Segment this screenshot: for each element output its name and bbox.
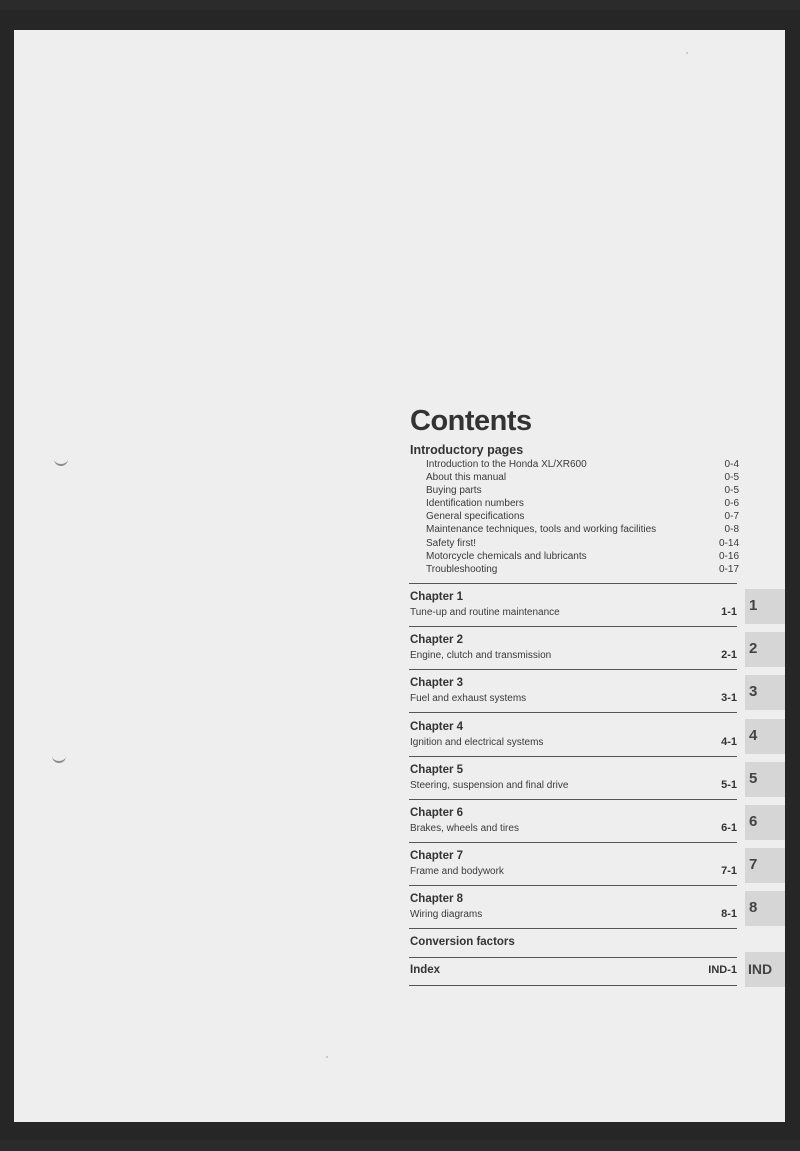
chapter-tab-label: 6 <box>749 813 758 830</box>
chapter-tab-label: 2 <box>749 640 758 657</box>
item-page: 0-8 <box>724 524 739 536</box>
item-label: Motorcycle chemicals and lubricants <box>426 550 587 562</box>
binder-hole-mark <box>52 755 66 763</box>
chapter-desc: Frame and bodywork <box>410 866 504 877</box>
item-page: 0-17 <box>718 563 739 575</box>
chapter-tab-label: 4 <box>749 727 758 744</box>
chapter-title[interactable]: Chapter 4 <box>410 721 464 733</box>
list-item[interactable] <box>426 550 739 563</box>
chapter-page: 2-1 <box>721 649 737 661</box>
item-page: 0-4 <box>724 459 739 470</box>
item-page: 0-5 <box>724 485 739 497</box>
chapter-desc: Ignition and electrical systems <box>410 737 544 748</box>
divider <box>409 985 737 986</box>
list-item[interactable] <box>426 471 739 484</box>
chapter-tab[interactable] <box>745 675 785 710</box>
list-item[interactable] <box>426 510 739 523</box>
list-item[interactable] <box>426 537 739 550</box>
chapter-title[interactable]: Chapter 2 <box>410 634 464 646</box>
chapter-desc: Wiring diagrams <box>410 909 483 920</box>
chapter-tab[interactable] <box>745 891 785 926</box>
chapter-title[interactable]: Chapter 3 <box>410 677 464 689</box>
list-item[interactable] <box>426 523 739 536</box>
list-item[interactable] <box>426 563 739 576</box>
divider <box>409 799 737 800</box>
item-page: 0-6 <box>724 498 739 510</box>
list-item[interactable] <box>426 484 739 497</box>
index-page: IND-1 <box>708 964 737 976</box>
scan-speck <box>686 52 688 54</box>
item-label: Buying parts <box>426 485 482 497</box>
chapter-tab-label: 7 <box>749 856 758 873</box>
item-label: Identification numbers <box>426 498 524 510</box>
chapter-page: 7-1 <box>721 865 737 877</box>
index-tab[interactable] <box>745 952 785 987</box>
chapter-tab[interactable] <box>745 848 785 883</box>
chapter-desc: Engine, clutch and transmission <box>410 650 552 661</box>
chapter-page: 6-1 <box>721 822 737 834</box>
scan-speck <box>326 1056 328 1058</box>
item-label: General specifications <box>426 511 525 523</box>
chapter-title[interactable]: Chapter 7 <box>410 850 464 862</box>
chapter-title[interactable]: Chapter 5 <box>410 764 464 776</box>
document-page <box>14 30 785 1122</box>
item-page: 0-5 <box>724 472 739 484</box>
conversion-factors-title[interactable]: Conversion factors <box>410 936 515 948</box>
chapter-tab[interactable] <box>745 719 785 754</box>
item-label: Troubleshooting <box>426 563 498 575</box>
page-title: Contents <box>410 405 532 437</box>
bottom-bar <box>0 1140 800 1151</box>
index-title[interactable]: Index <box>410 964 441 976</box>
divider <box>409 583 737 584</box>
item-page: 0-16 <box>718 550 739 562</box>
divider <box>409 626 737 627</box>
chapter-title[interactable]: Chapter 6 <box>410 807 464 819</box>
list-item[interactable] <box>426 458 739 471</box>
chapter-page: 5-1 <box>721 779 737 791</box>
chapter-tab[interactable] <box>745 589 785 624</box>
index-tab-label: IND <box>748 961 773 977</box>
item-label: Introduction to the Honda XL/XR600 <box>426 459 587 470</box>
divider <box>409 885 737 886</box>
divider <box>409 712 737 713</box>
chapter-title[interactable]: Chapter 1 <box>410 591 464 603</box>
item-label: About this manual <box>426 472 507 484</box>
divider <box>409 842 737 843</box>
chapter-tab-label: 8 <box>749 899 758 916</box>
top-bar <box>0 0 800 10</box>
chapter-tab-label: 1 <box>749 597 758 614</box>
chapter-desc: Tune-up and routine maintenance <box>410 607 560 618</box>
chapter-desc: Fuel and exhaust systems <box>410 693 527 704</box>
chapter-tab[interactable] <box>745 762 785 797</box>
list-item[interactable] <box>426 497 739 510</box>
chapter-title[interactable]: Chapter 8 <box>410 893 464 905</box>
chapter-tab[interactable] <box>745 632 785 667</box>
chapter-desc: Steering, suspension and final drive <box>410 780 569 791</box>
intro-list <box>426 458 739 576</box>
chapter-page: 3-1 <box>721 692 737 704</box>
chapter-tab-label: 3 <box>749 683 758 700</box>
divider <box>409 957 737 958</box>
chapter-page: 1-1 <box>721 606 737 618</box>
chapter-page: 4-1 <box>721 736 737 748</box>
chapter-tab-label: 5 <box>749 770 758 787</box>
chapter-page: 8-1 <box>721 908 737 920</box>
item-label: Safety first! <box>426 537 477 549</box>
binder-hole-mark <box>54 458 68 466</box>
divider <box>409 928 737 929</box>
item-label: Maintenance techniques, tools and working facilities <box>426 524 657 536</box>
item-page: 0-7 <box>724 511 739 523</box>
chapter-desc: Brakes, wheels and tires <box>410 823 519 834</box>
item-page: 0-14 <box>718 537 739 549</box>
chapter-tab[interactable] <box>745 805 785 840</box>
divider <box>409 669 737 670</box>
intro-heading: Introductory pages <box>410 443 524 457</box>
divider <box>409 756 737 757</box>
